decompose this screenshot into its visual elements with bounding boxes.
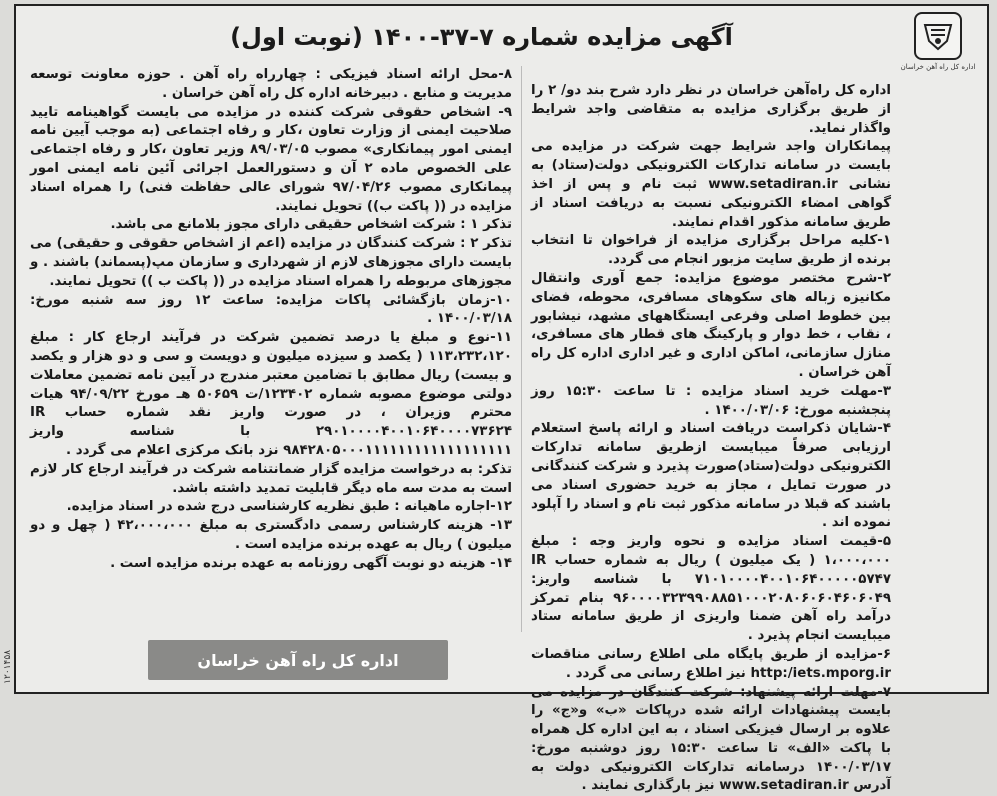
paragraph: ۸-محل ارائه اسناد فیزیکی : چهارراه راه آهن . حوزه معاونت توسعه مدیریت و منابع . دبیرخانه اداره کل راه آهن خراسان . [30, 66, 512, 104]
railway-emblem-icon [914, 12, 962, 60]
column-divider [521, 66, 522, 632]
paragraph: ۵-قیمت اسناد مزایده و نحوه واریز وجه : مبلغ ۱،۰۰۰،۰۰۰ ( یک میلیون ) ریال به شماره حساب IR ۷۱۰۱۰۰۰۰۴۰۰۱۰۶۴۰۰۰۰۰۵۷۴۷ با شناسه واریز: ۹۶۰۰۰۰۳۲۳۹۹۰۸۸۵۱۰۰۰۲۰۸۰۶۰۶۰۴۶۰۶۰۴۹ بنام تمرکز درآمد راه آهن ضمنا واریزی از طریق سامانه ستاد میبایست انجام پذیرد . [531, 533, 891, 646]
paragraph: تذکر ۲ : شرکت کنندگان در مزایده (اعم از اشخاص حقوقی و حقیقی) می بایست دارای مجوزهای لازم از شهرداری و سازمان مپ(پسماند) باشند . و مجوزهای مربوطه را همراه اسناد مزایده در (( پاکت ب )) تحویل نمایند. [30, 235, 512, 291]
paragraph: ۱۱-نوع و مبلغ یا درصد تضمین شرکت در فرآیند ارجاع کار : مبلغ ۱۱۳،۲۳۲،۱۲۰ ( یکصد و سیزده میلیون و دویست و سی و دو هزار و یکصد و بیست) ریال مطابق با تضامین معتبر مندرج در آیین نامه تضمین معاملات دولتی موضوع مصوبه شماره ۱۲۳۴۰۲/ت ۵۰۶۵۹ هـ مورخ ۹۴/۰۹/۲۲ هیات محترم وزیران ، در صورت واریز نقد شماره حساب IR ۲۹۰۱۰۰۰۰۴۰۰۱۰۶۴۰۰۰۰۷۳۶۲۴ با شناسه واریز ۹۸۴۲۸۰۵۰۰۰۱۱۱۱۱۱۱۱۱۱۱۱۱۱۱۱۱۱ نزد بانک مرکزی اعلام می گردد . [30, 329, 512, 461]
logo [895, 12, 981, 108]
page-title: آگهی مزایده شماره ۷-۳۷-۱۴۰۰ (نوبت اول) [230, 23, 733, 51]
paragraph: ۴-شایان ذکراست دریافت اسناد و ارائه پاسخ استعلام ارزیابی صرفاً میبایست ازطریق سامانه تدارکات الکترونیکی دولت(ستاد)صورت پذیرد و شرکت کنندگانی در صورت تمایل ، مجاز به خرید حضوری اسناد می باشند که قبلا در سامانه مذکور ثبت نام و اسناد را آپلود نموده اند . [531, 420, 891, 533]
paragraph: ۱۴- هزینه دو نوبت آگهی روزنامه به عهده برنده مزایده است . [30, 555, 512, 574]
advertisement-page [14, 4, 989, 694]
paragraph: ۲-شرح مختصر موضوع مزایده: جمع آوری وانتقال مکانیزه زباله های سکوهای مسافری، محوطه، فضای بین خطوط اصلی وفرعی ایستگاههای مشهد، نیشابور ، نقاب ، خط دوار و پارکینگ های قطار های مسافری، منازل سازمانی، اماکن اداری و غیر اداری اداره کل راه آهن خراسان . [531, 270, 891, 383]
right-column [531, 82, 891, 796]
logo-text: اداره کل راه آهن خراسان [901, 63, 976, 72]
paragraph: ۳-مهلت خرید اسناد مزایده : تا ساعت ۱۵:۳۰ روز پنجشنبه مورخ: ۱۴۰۰/۰۳/۰۶ . [531, 383, 891, 421]
left-column [30, 66, 512, 574]
paragraph: ۱۰-زمان بازگشائی پاکات مزایده: ساعت ۱۲ روز سه شنبه مورخ: ۱۴۰۰/۰۳/۱۸ . [30, 292, 512, 330]
paragraph: ۶-مزایده از طریق پایگاه ملی اطلاع رسانی مناقصات http:/iets.mporg.ir نیز اطلاع رسانی می گردد . [531, 646, 891, 684]
paragraph: ۹- اشخاص حقوقی شرکت کننده در مزایده می بایست گواهینامه تایید صلاحیت ایمنی از وزارت تعاون ،کار و رفاه اجتماعی (به موجب آیین نامه ایمنی امور پیمانکاری» مصوب ۸۹/۰۳/۰۵ وزیر تعاون ،کار و رفاه اجتماعی علی الخصوص ماده ۲ آن و دستورالعمل اجرائی آئین نامه ایمنی امور پیمانکاری مصوب ۹۷/۰۴/۲۶ شورای عالی حفاظت فنی) را همراه اسناد مزایده در (( پاکت ب)) تحویل نمایند. [30, 104, 512, 217]
side-number: ۱۲۰۱۴۵۸ [3, 650, 15, 684]
header [16, 6, 987, 68]
paragraph: اداره کل راه‌آهن خراسان در نظر دارد شرح بند دو/ ۲ را از طریق برگزاری مزایده به متقاضی واجد شرایط واگذار نماید. [531, 82, 891, 138]
paragraph: تذکر: به درخواست مزایده گزار ضمانتنامه شرکت در فرآیند ارجاع کار لازم است به مدت سه ماه دیگر قابلیت تمدید داشته باشد. [30, 461, 512, 499]
paragraph: ۱۳- هزینه کارشناس رسمی دادگستری به مبلغ ۴۲،۰۰۰،۰۰۰ ( چهل و دو میلیون ) ریال به عهده برنده مزایده است . [30, 517, 512, 555]
footer-label: اداره کل راه آهن خراسان [148, 640, 448, 680]
paragraph: ۱۲-اجاره ماهیانه : طبق نظریه کارشناسی درج شده در اسناد مزایده. [30, 498, 512, 517]
paragraph: ۷-مهلت ارائه پیشنهاد: شرکت کنندگان در مزایده می بایست پیشنهادات ارائه شده درپاکات «ب» و«ج» را علاوه بر ارسال فیزیکی اسناد ، به این اداره کل همراه با پاکت «الف» تا ساعت ۱۵:۳۰ روز دوشنبه مورخ: ۱۴۰۰/۰۳/۱۷ درسامانه تدارکات الکترونیکی دولت به آدرس www.setadiran.ir نیز بارگذاری نمایند . [531, 684, 891, 796]
paragraph: تذکر ۱ : شرکت اشخاص حقیقی دارای مجوز بلامانع می باشد. [30, 216, 512, 235]
paragraph: ۱-کلیه مراحل برگزاری مزایده از فراخوان تا انتخاب برنده از طریق سایت مزبور انجام می گردد. [531, 232, 891, 270]
paragraph: پیمانکاران واجد شرایط جهت شرکت در مزایده می بایست در سامانه تدارکات الکترونیکی دولت(ستاد) به نشانی www.setadiran.ir ثبت نام و پس از اخذ گواهی امضاء الکترونیکی نسبت به دریافت اسناد از طریق سامانه مذکور اقدام نمایند. [531, 138, 891, 232]
